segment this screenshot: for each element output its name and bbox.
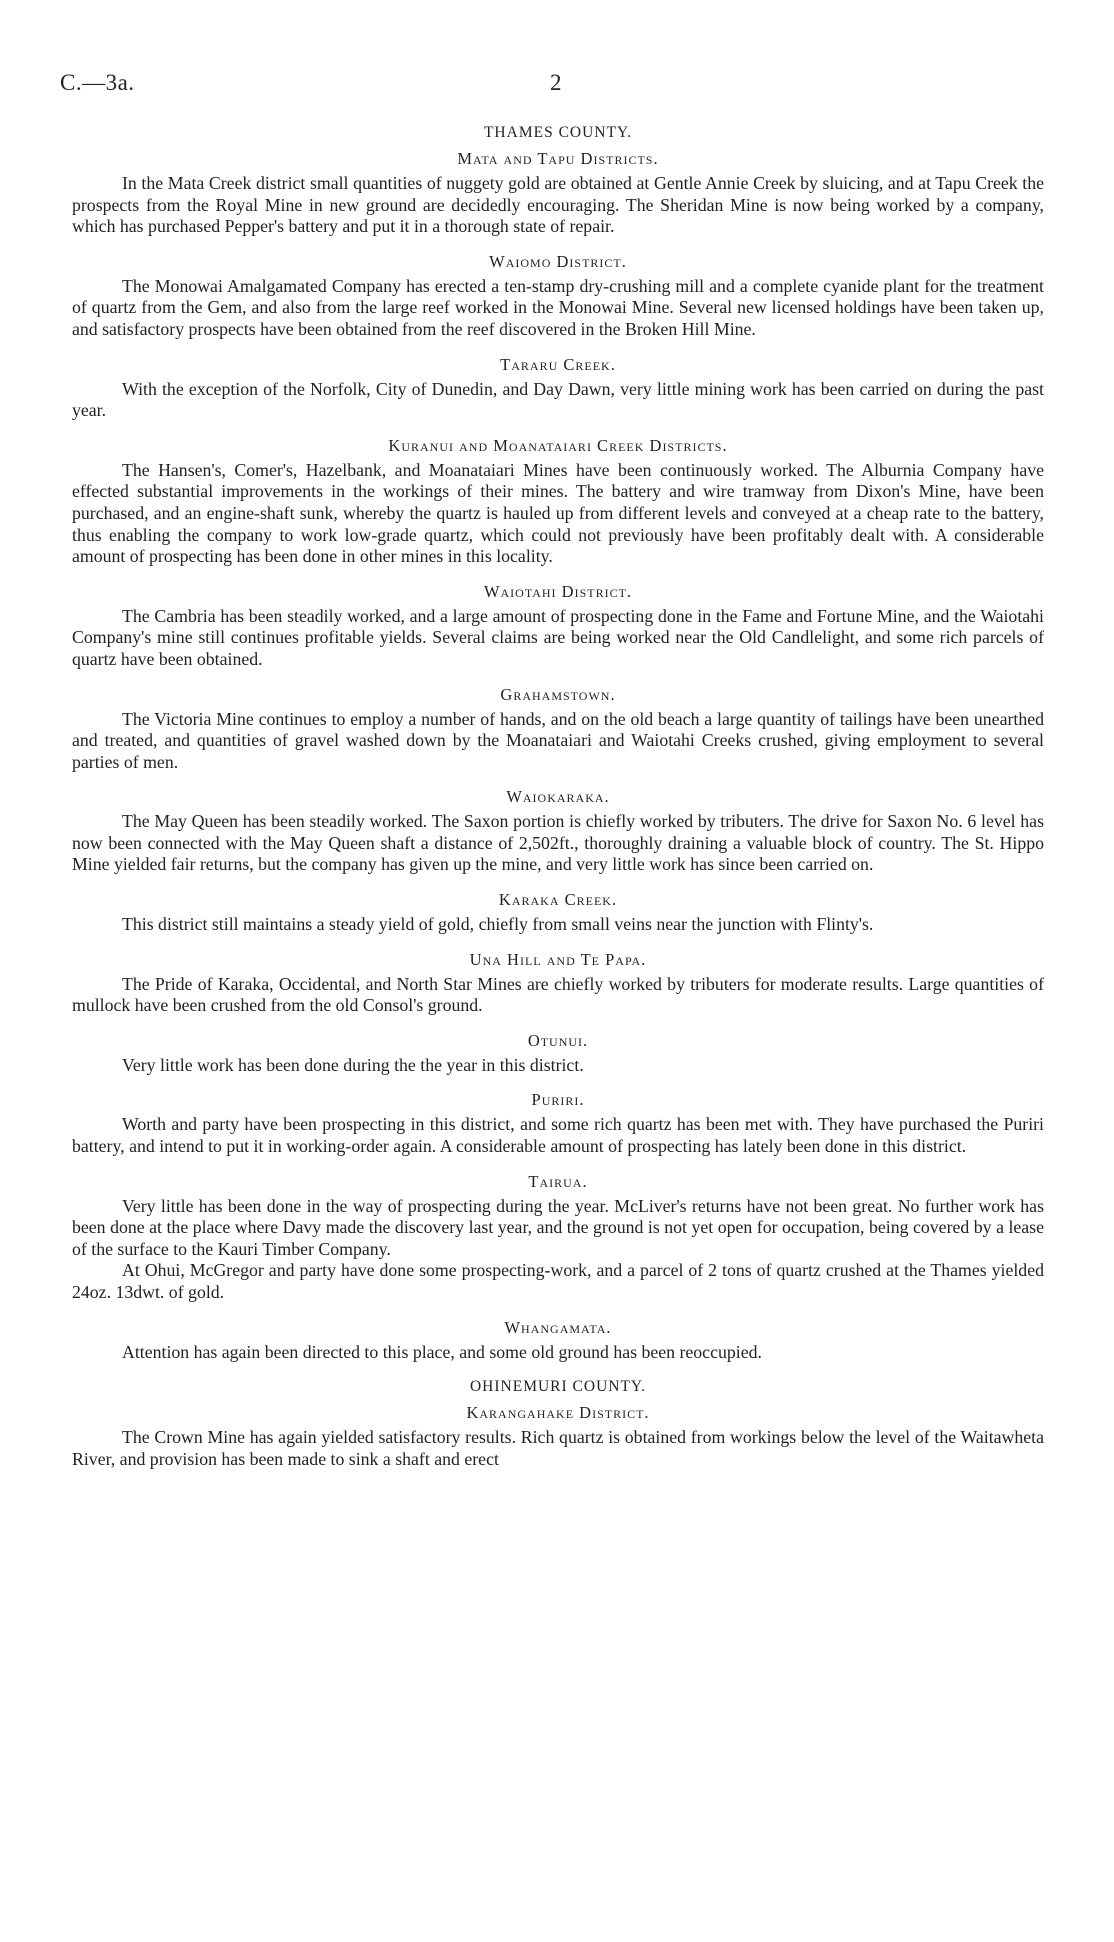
district-paragraph: The Crown Mine has again yielded satisfactory results. Rich quartz is obtained from workings below the level of the Waitawheta River, and provision has been made to sink a shaft and erect <box>72 1427 1044 1469</box>
page-body <box>72 122 1044 1470</box>
district-paragraph: With the exception of the Norfolk, City of Dunedin, and Day Dawn, very little mining work has been carried on during the past year. <box>72 378 1044 421</box>
district-paragraph: The Pride of Karaka, Occidental, and North Star Mines are chiefly worked by tributers for moderate results. Large quantities of mullock have been crushed from the old Consol's ground. <box>72 973 1044 1016</box>
district-heading: Karaka Creek. <box>498 890 618 910</box>
district-paragraph: Attention has again been directed to this place, and some old ground has been reoccupied. <box>122 1341 762 1362</box>
county-heading-ohinemuri: OHINEMURI COUNTY. <box>469 1378 647 1396</box>
district-paragraph: Very little work has been done during the the year in this district. <box>122 1054 584 1075</box>
district-heading: Waiomo District. <box>489 251 627 271</box>
page-number: 2 <box>550 70 562 95</box>
district-heading: Kuranui and Moanataiari Creek Districts. <box>388 435 728 455</box>
district-paragraph: In the Mata Creek district small quantities of nuggety gold are obtained at Gentle Annie Creek by sluicing, and at Tapu Creek the prospects from the Royal Mine in new ground are decidedly encouraging. The Sheridan Mine is now being worked by a company, which has purchased Pepper's battery and put it in a thorough state of repair. <box>72 173 1044 237</box>
district-heading: Tairua. <box>528 1171 588 1191</box>
district-paragraph: The Hansen's, Comer's, Hazelbank, and Moanataiari Mines have been continuously worked. The Alburnia Company have effected substantial improvements in the workings of their mines. The battery and wire tramway from Dixon's Mine, have been purchased, and an engine-shaft sunk, whereby the quartz is hauled up from different levels and conveyed at a cheap rate to the battery, thus enabling the company to work low-grade quartz, which could not previously have been profitably dealt with. A considerable amount of prospecting has been done in other mines in this locality. <box>72 459 1044 567</box>
county-heading-thames: THAMES COUNTY. <box>483 124 633 141</box>
district-paragraph: This district still maintains a steady yield of gold, chiefly from small veins near the junction with Flinty's. <box>122 914 874 935</box>
document-reference: C.—3a. <box>60 70 135 95</box>
district-heading: Karangahake District. <box>466 1403 650 1423</box>
district-paragraph: At Ohui, McGregor and party have done some prospecting-work, and a parcel of 2 tons of quartz crushed at the Thames yielded 24oz. 13dwt. of gold. <box>72 1260 1044 1302</box>
district-heading: Grahamstown. <box>500 684 616 704</box>
district-heading: Tararu Creek. <box>500 354 616 374</box>
district-paragraph: The Victoria Mine continues to employ a number of hands, and on the old beach a large quantity of tailings have been unearthed and treated, and quantities of gravel washed down by the Moanataiari and Waiotahi Creeks crushed, giving employment to several parties of men. <box>72 708 1044 772</box>
district-heading: Puriri. <box>531 1090 585 1110</box>
district-heading: Waiokaraka. <box>506 787 610 807</box>
district-paragraph: The Monowai Amalgamated Company has erected a ten-stamp dry-crushing mill and a complete cyanide plant for the treatment of quartz from the Gem, and also from the large reef worked in the Monowai Mine. Several new licensed holdings have been taken up, and satisfactory prospects have been obtained from the reef discovered in the Broken Hill Mine. <box>72 275 1044 339</box>
district-paragraph: The May Queen has been steadily worked. The Saxon portion is chiefly worked by tributers. The drive for Saxon No. 6 level has now been connected with the May Queen shaft a distance of 2,502ft., thoroughly draining a valuable block of country. The St. Hippo Mine yielded fair returns, but the company has given up the mine, and very little work has since been carried on. <box>72 811 1044 875</box>
district-heading: Waiotahi District. <box>483 581 633 601</box>
district-heading: Una Hill and Te Papa. <box>469 949 647 969</box>
district-paragraph: Worth and party have been prospecting in this district, and some rich quartz has been met with. They have purchased the Puriri battery, and intend to put it in working-order again. A considerable amount of prospecting has lately been done in this district. <box>72 1114 1044 1157</box>
district-heading: Otunui. <box>527 1030 589 1050</box>
district-heading: Mata and Tapu Districts. <box>457 149 659 168</box>
district-paragraph: Very little has been done in the way of prospecting during the year. McLiver's returns have not been great. No further work has been done at the place where Davy made the discovery last year, and the ground is not yet open for occupation, being covered by a lease of the surface to the Kauri Timber Company. <box>72 1195 1044 1259</box>
district-heading: Whangamata. <box>504 1317 612 1337</box>
district-paragraph: The Cambria has been steadily worked, and a large amount of prospecting done in the Fame and Fortune Mine, and the Waiotahi Company's mine still continues profitable yields. Several claims are being worked near the Old Candlelight, and some rich parcels of quartz have been obtained. <box>72 605 1044 669</box>
